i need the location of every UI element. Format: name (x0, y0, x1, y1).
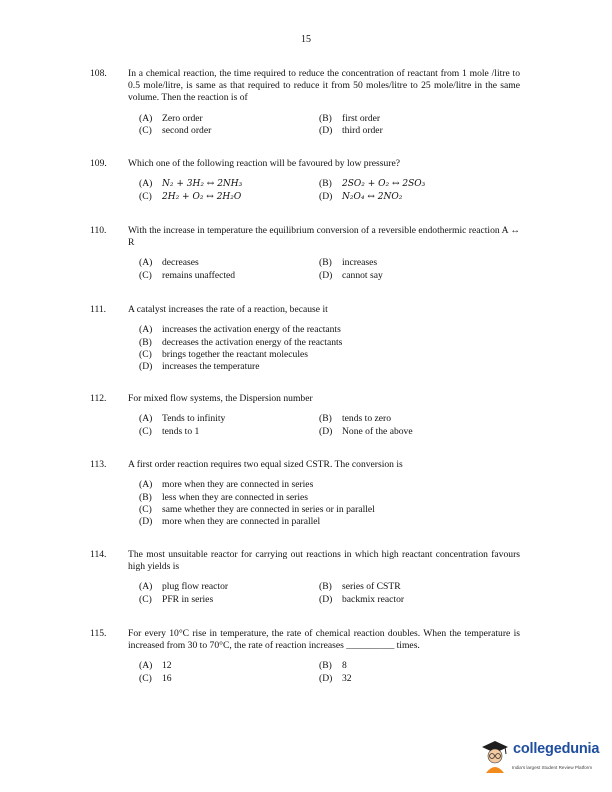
option-c: (C) PFR in series (139, 593, 214, 605)
options (139, 257, 520, 282)
option-d: (D) 32 (319, 672, 352, 684)
option-a: (A) plug flow reactor (139, 581, 229, 593)
question-number: 114. (90, 549, 107, 560)
option-c: (C) second order (139, 125, 212, 136)
options (139, 479, 520, 529)
question-112 (90, 393, 520, 438)
options (139, 581, 520, 606)
question-text: For mixed flow systems, the Dispersion number (128, 393, 313, 404)
option-a: (A) more when they are connected in series (139, 479, 314, 491)
question-110 (90, 225, 520, 282)
question-text: For every 10°C rise in temperature, the rate of chemical reaction doubles. When the temperature is increased from 30 to 70°C, the rate of reaction increases __________ times. (128, 628, 520, 652)
question-109 (90, 158, 520, 203)
question-number: 109. (90, 158, 107, 169)
options (139, 324, 520, 374)
option-a: (A) N₂ + 3H₂ ↔ 2NH₃ (139, 178, 243, 190)
question-text: Which one of the following reaction will be favoured by low pressure? (128, 158, 401, 169)
question-text: A first order reaction requires two equal sized CSTR. The conversion is (128, 459, 403, 470)
option-d: (D) backmix reactor (319, 593, 405, 605)
page-number: 15 (301, 34, 311, 45)
option-b: (B) less when they are connected in series (139, 491, 308, 503)
option-c: (C) 16 (139, 672, 172, 684)
option-a: (A) increases the activation energy of the reactants (139, 324, 341, 336)
options (139, 413, 520, 438)
option-d: (D) N₂O₄ ↔ 2NO₂ (319, 190, 403, 202)
option-d: (D) third order (319, 125, 383, 136)
question-number: 111. (90, 304, 107, 315)
question-111 (90, 304, 520, 374)
option-a: (A) Zero order (139, 112, 203, 124)
logo-wordmark: collegedunia (513, 741, 600, 757)
question-114 (90, 549, 520, 606)
option-a: (A) decreases (139, 257, 199, 269)
question-number: 110. (90, 225, 107, 236)
collegedunia-logo[interactable] (479, 739, 599, 775)
question-108 (90, 68, 520, 137)
option-d: (D) None of the above (319, 425, 413, 437)
option-b: (B) tends to zero (319, 413, 392, 425)
option-d: (D) increases the temperature (139, 361, 260, 373)
option-c: (C) same whether they are connected in series or in parallel (139, 503, 375, 515)
option-a: (A) Tends to infinity (139, 413, 226, 425)
question-text: The most unsuitable reactor for carrying out reactions in which high reactant concentration favours high yields is (128, 549, 520, 573)
question-text: A catalyst increases the rate of a reaction, because it (128, 304, 328, 315)
option-b: (B) series of CSTR (319, 581, 401, 593)
options (139, 178, 520, 203)
option-b: (B) decreases the activation energy of the reactants (139, 336, 343, 348)
question-number: 108. (90, 68, 107, 79)
option-d: (D) more when they are connected in parallel (139, 516, 321, 528)
options (139, 113, 520, 138)
option-b: (B) increases (319, 257, 378, 269)
option-c: (C) remains unaffected (139, 269, 236, 281)
options (139, 660, 520, 685)
option-b: (B) 8 (319, 660, 347, 672)
option-d: (D) cannot say (319, 269, 383, 281)
logo-tagline: India's largest Student Review Platform (512, 765, 593, 770)
question-113 (90, 459, 520, 529)
question-text: With the increase in temperature the equilibrium conversion of a reversible endothermic reaction A ↔ R (128, 225, 520, 249)
student-mascot-icon (479, 739, 511, 775)
question-number: 112. (90, 393, 107, 404)
question-115 (90, 628, 520, 685)
question-text: In a chemical reaction, the time required to reduce the concentration of reactant from 1 mole /litre to 0.5 mole/litre, is same as that required to reduce it from 50 moles/litre to 25 mole/litre in the same volume. Then the reaction is of (128, 68, 520, 104)
option-b: (B) first order (319, 112, 381, 124)
question-number: 113. (90, 459, 107, 470)
option-b: (B) 2SO₂ + O₂ ↔ 2SO₃ (319, 178, 426, 190)
option-c: (C) brings together the reactant molecules (139, 348, 308, 360)
option-c: (C) tends to 1 (139, 425, 200, 437)
question-number: 115. (90, 628, 107, 639)
option-c: (C) 2H₂ + O₂ ↔ 2H₂O (139, 190, 242, 202)
option-a: (A) 12 (139, 660, 172, 672)
